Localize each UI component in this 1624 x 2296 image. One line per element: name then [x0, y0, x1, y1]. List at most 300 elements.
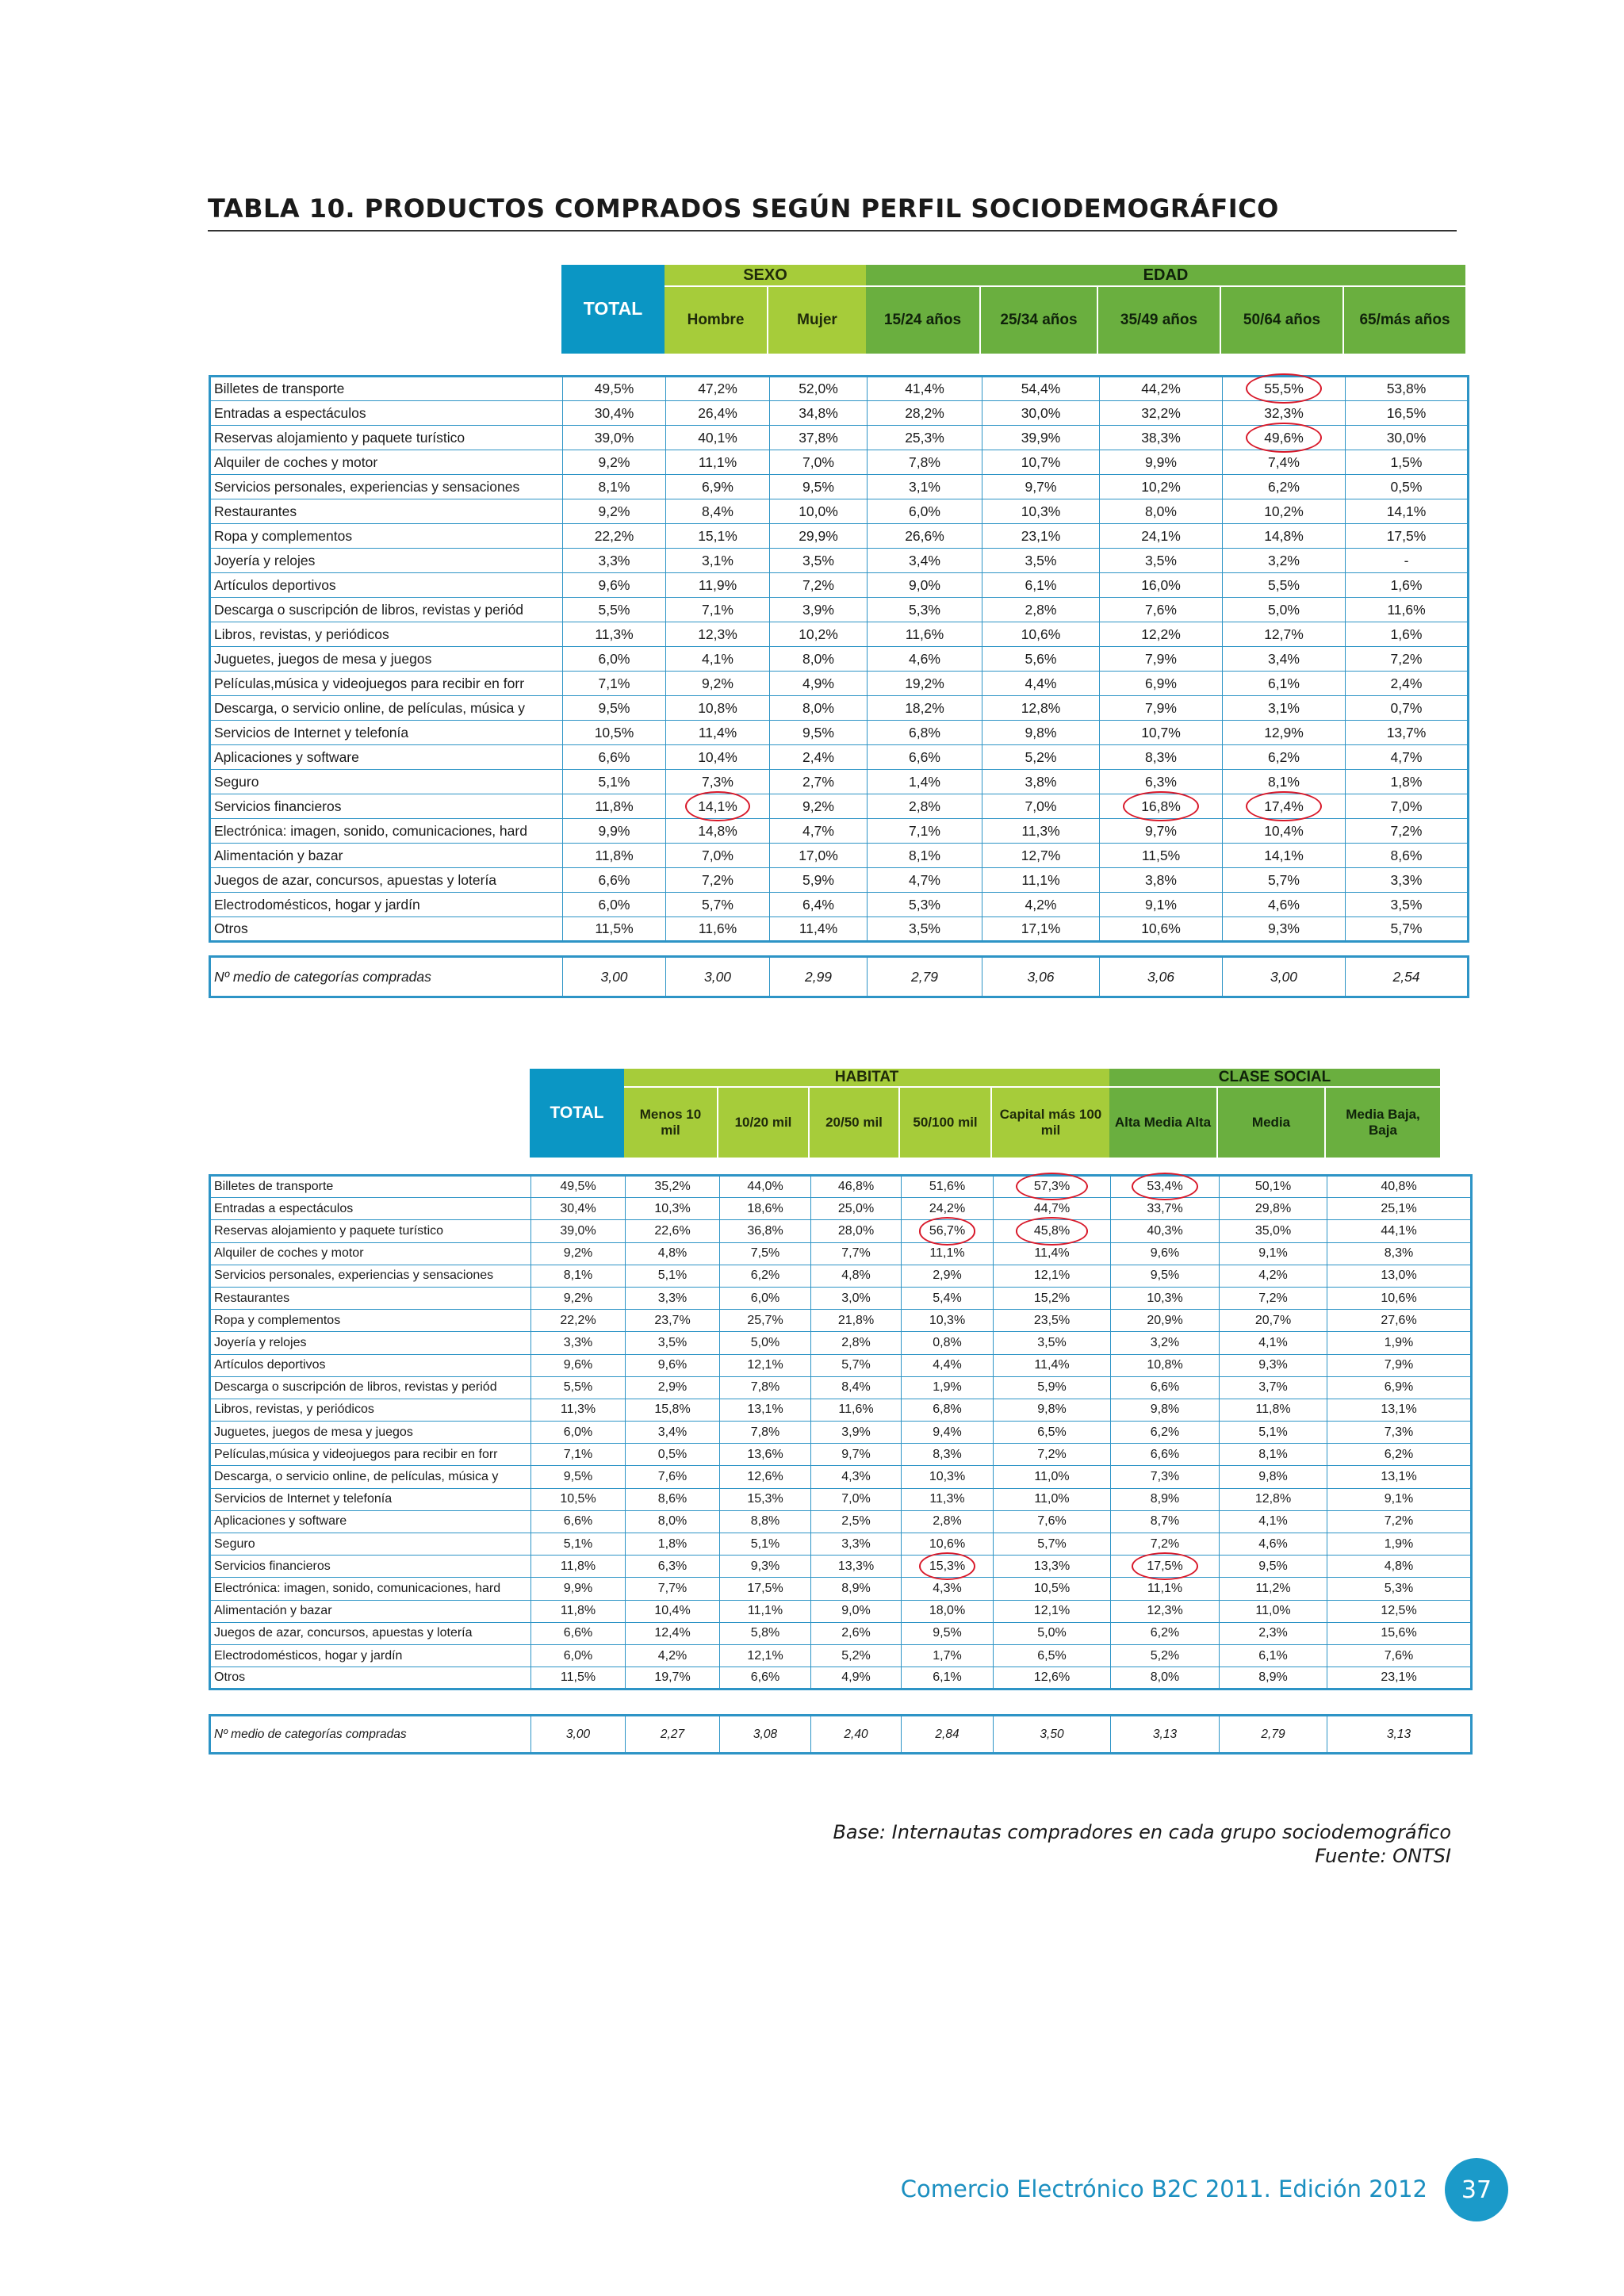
- table-cell: 3,3%: [531, 1332, 626, 1354]
- row-label: Reservas alojamiento y paquete turístico: [210, 1220, 531, 1242]
- table-row: [210, 1287, 1472, 1309]
- table-cell: 3,1%: [1223, 696, 1346, 721]
- row-label: Billetes de transporte: [210, 1176, 531, 1198]
- table-cell: 39,0%: [563, 426, 666, 450]
- highlight-ring: [1123, 791, 1199, 822]
- table-cell: 3,8%: [982, 770, 1100, 794]
- table-cell: 7,8%: [720, 1422, 811, 1444]
- table-cell: 8,9%: [811, 1578, 902, 1600]
- table-cell: 9,1%: [1220, 1242, 1327, 1265]
- table-cell: 7,0%: [666, 844, 770, 868]
- table-cell: 14,1%: [1223, 844, 1346, 868]
- table-cell: 5,3%: [868, 598, 982, 622]
- average-row: [210, 1716, 1472, 1754]
- table-cell: 30,4%: [531, 1198, 626, 1220]
- table-cell: 6,1%: [1220, 1644, 1327, 1667]
- table-cell: 4,1%: [1220, 1332, 1327, 1354]
- table-cell: 6,6%: [868, 745, 982, 770]
- average-label: Nº medio de categorías compradas: [210, 1716, 531, 1754]
- table-cell: 9,8%: [994, 1399, 1111, 1421]
- table-cell: 12,7%: [982, 844, 1100, 868]
- table-cell: 44,2%: [1100, 377, 1223, 401]
- table-cell: 17,1%: [982, 917, 1100, 942]
- table-cell: 6,3%: [1100, 770, 1223, 794]
- table-cell: 2,9%: [902, 1265, 994, 1287]
- table-cell: 4,7%: [770, 819, 868, 844]
- table-cell: 38,3%: [1100, 426, 1223, 450]
- table-cell: 7,1%: [666, 598, 770, 622]
- table-cell: 4,4%: [902, 1354, 994, 1376]
- average-cell: 2,40: [811, 1716, 902, 1754]
- table-cell: 19,7%: [626, 1667, 720, 1689]
- table-cell: 3,7%: [1220, 1376, 1327, 1399]
- table-cell: 11,1%: [902, 1242, 994, 1265]
- table-row: [210, 1444, 1472, 1466]
- table-cell: 11,0%: [994, 1466, 1111, 1488]
- table-cell: 3,5%: [1100, 549, 1223, 573]
- table-cell: 6,3%: [626, 1556, 720, 1578]
- table-cell: 11,1%: [720, 1600, 811, 1622]
- table-cell: 8,9%: [1220, 1667, 1327, 1689]
- table-cell: 7,1%: [563, 672, 666, 696]
- table-cell: 3,3%: [1346, 868, 1469, 893]
- table-cell: 4,4%: [982, 672, 1100, 696]
- table-cell: 4,9%: [811, 1667, 902, 1689]
- table-cell: 12,9%: [1223, 721, 1346, 745]
- table-cell: 6,6%: [563, 745, 666, 770]
- table-cell: 7,2%: [1327, 1510, 1472, 1533]
- table-cell: 5,1%: [1220, 1422, 1327, 1444]
- table-cell: 7,1%: [531, 1444, 626, 1466]
- table-cell: 10,4%: [666, 745, 770, 770]
- table-cell: 5,5%: [563, 598, 666, 622]
- table-cell: 8,4%: [666, 499, 770, 524]
- table-cell: 10,4%: [1223, 819, 1346, 844]
- table-cell: 4,6%: [1220, 1533, 1327, 1556]
- table-cell: 11,8%: [531, 1556, 626, 1578]
- table-cell: 29,8%: [1220, 1198, 1327, 1220]
- table-cell: 39,9%: [982, 426, 1100, 450]
- table1-average: [209, 955, 1469, 998]
- table-cell: 3,2%: [1111, 1332, 1220, 1354]
- table-cell: 6,4%: [770, 893, 868, 917]
- table-cell: 53,4%: [1111, 1176, 1220, 1198]
- table-row: [210, 1422, 1472, 1444]
- table-cell: 9,6%: [531, 1354, 626, 1376]
- highlight-ring: [1016, 1217, 1089, 1245]
- table-cell: 9,5%: [1220, 1556, 1327, 1578]
- table-cell: 9,8%: [1111, 1399, 1220, 1421]
- table-cell: 24,2%: [902, 1198, 994, 1220]
- table-cell: 9,2%: [563, 450, 666, 475]
- table-cell: 4,8%: [1327, 1556, 1472, 1578]
- table-row: [210, 844, 1469, 868]
- table-cell: 3,5%: [626, 1332, 720, 1354]
- table-cell: 5,4%: [902, 1287, 994, 1309]
- table-cell: 8,1%: [531, 1265, 626, 1287]
- table2-average: [209, 1714, 1473, 1755]
- table-row: [210, 1578, 1472, 1600]
- table-cell: 7,7%: [811, 1242, 902, 1265]
- table-cell: 10,2%: [1223, 499, 1346, 524]
- table-cell: 7,9%: [1100, 647, 1223, 672]
- table-cell: 25,1%: [1327, 1198, 1472, 1220]
- table-cell: 11,4%: [770, 917, 868, 942]
- table-cell: 4,6%: [868, 647, 982, 672]
- table-cell: 6,0%: [563, 893, 666, 917]
- table-cell: 12,6%: [720, 1466, 811, 1488]
- table-cell: 13,3%: [994, 1556, 1111, 1578]
- table-cell: 56,7%: [902, 1220, 994, 1242]
- table-row: [210, 1488, 1472, 1510]
- table-cell: 6,6%: [563, 868, 666, 893]
- table-cell: 6,2%: [1111, 1422, 1220, 1444]
- table-cell: 7,9%: [1100, 696, 1223, 721]
- table-cell: 30,0%: [982, 401, 1100, 426]
- table-cell: 7,2%: [1346, 819, 1469, 844]
- table-cell: 9,5%: [902, 1622, 994, 1644]
- table-cell: 11,4%: [994, 1354, 1111, 1376]
- table-cell: 45,8%: [994, 1220, 1111, 1242]
- row-label: Otros: [210, 917, 563, 942]
- table-cell: 4,8%: [626, 1242, 720, 1265]
- habitat-group-header: HABITAT: [624, 1069, 1109, 1088]
- row-label: Descarga, o servicio online, de películas, música y: [210, 1466, 531, 1488]
- table-cell: 8,4%: [811, 1376, 902, 1399]
- table-cell: 2,9%: [626, 1376, 720, 1399]
- table-cell: 9,6%: [626, 1354, 720, 1376]
- table-cell: 4,1%: [666, 647, 770, 672]
- table-cell: 11,4%: [994, 1242, 1111, 1265]
- table-cell: 5,7%: [811, 1354, 902, 1376]
- table-cell: 4,3%: [811, 1466, 902, 1488]
- table-cell: 10,5%: [994, 1578, 1111, 1600]
- table-cell: 9,9%: [1100, 450, 1223, 475]
- table-cell: 44,1%: [1327, 1220, 1472, 1242]
- table-cell: 3,2%: [1223, 549, 1346, 573]
- table-cell: 9,8%: [1220, 1466, 1327, 1488]
- table-cell: 15,3%: [720, 1488, 811, 1510]
- table-cell: 9,4%: [902, 1422, 994, 1444]
- row-label: Electrónica: imagen, sonido, comunicaciones, hard: [210, 1578, 531, 1600]
- table-cell: 46,8%: [811, 1176, 902, 1198]
- table-cell: 15,8%: [626, 1399, 720, 1421]
- table-cell: 9,5%: [531, 1466, 626, 1488]
- table-cell: 37,8%: [770, 426, 868, 450]
- table-cell: 49,6%: [1223, 426, 1346, 450]
- table-cell: 7,6%: [994, 1510, 1111, 1533]
- row-label: Libros, revistas, y periódicos: [210, 622, 563, 647]
- table-cell: 6,2%: [1223, 475, 1346, 499]
- row-label: Seguro: [210, 770, 563, 794]
- table-cell: 12,1%: [720, 1644, 811, 1667]
- table-cell: 11,6%: [811, 1399, 902, 1421]
- page-number-badge: 37: [1445, 2158, 1508, 2221]
- table-row: [210, 622, 1469, 647]
- table-cell: 2,8%: [982, 598, 1100, 622]
- table-cell: 6,2%: [720, 1265, 811, 1287]
- table-cell: 2,3%: [1220, 1622, 1327, 1644]
- table-cell: 0,5%: [1346, 475, 1469, 499]
- table-cell: 8,1%: [563, 475, 666, 499]
- row-label: Servicios financieros: [210, 794, 563, 819]
- table-cell: 16,0%: [1100, 573, 1223, 598]
- table-cell: 15,6%: [1327, 1622, 1472, 1644]
- table-cell: 7,0%: [982, 794, 1100, 819]
- table-cell: 10,2%: [1100, 475, 1223, 499]
- average-row: [210, 957, 1469, 997]
- table-cell: 14,8%: [1223, 524, 1346, 549]
- page-title: TABLA 10. PRODUCTOS COMPRADOS SEGÚN PERFIL SOCIODEMOGRÁFICO: [208, 193, 1279, 224]
- table-cell: 6,6%: [1111, 1376, 1220, 1399]
- table-cell: 44,7%: [994, 1198, 1111, 1220]
- table-cell: 7,5%: [720, 1242, 811, 1265]
- table-row: [210, 696, 1469, 721]
- table-cell: 8,7%: [1111, 1510, 1220, 1533]
- table-cell: 9,1%: [1327, 1488, 1472, 1510]
- table-cell: 7,0%: [811, 1488, 902, 1510]
- table-cell: 3,5%: [868, 917, 982, 942]
- table-row: [210, 1265, 1472, 1287]
- table-cell: 28,2%: [868, 401, 982, 426]
- table-cell: 12,1%: [994, 1600, 1111, 1622]
- table-cell: 23,1%: [1327, 1667, 1472, 1689]
- table-cell: 5,1%: [531, 1533, 626, 1556]
- table-cell: 7,8%: [868, 450, 982, 475]
- table-cell: 4,2%: [1220, 1265, 1327, 1287]
- table-cell: 11,0%: [994, 1488, 1111, 1510]
- table-cell: 0,7%: [1346, 696, 1469, 721]
- table-cell: 5,7%: [994, 1533, 1111, 1556]
- row-label: Juegos de azar, concursos, apuestas y lotería: [210, 1622, 531, 1644]
- table-cell: 9,6%: [1111, 1242, 1220, 1265]
- table-cell: 7,8%: [720, 1376, 811, 1399]
- table-cell: 22,2%: [563, 524, 666, 549]
- table-cell: 35,0%: [1220, 1220, 1327, 1242]
- table-cell: 10,6%: [902, 1533, 994, 1556]
- table-cell: 17,4%: [1223, 794, 1346, 819]
- table-cell: 6,5%: [994, 1422, 1111, 1444]
- table-cell: 28,0%: [811, 1220, 902, 1242]
- table-cell: 13,1%: [720, 1399, 811, 1421]
- table-cell: 7,3%: [1327, 1422, 1472, 1444]
- table-cell: 12,3%: [1111, 1600, 1220, 1622]
- table-cell: 9,3%: [1220, 1354, 1327, 1376]
- row-label: Electrónica: imagen, sonido, comunicaciones, hard: [210, 819, 563, 844]
- table-row: [210, 819, 1469, 844]
- table-cell: 4,2%: [626, 1644, 720, 1667]
- column-header: Alta Media Alta: [1109, 1088, 1218, 1158]
- table-cell: 20,9%: [1111, 1310, 1220, 1332]
- table-cell: 9,5%: [1111, 1265, 1220, 1287]
- table-cell: 5,7%: [1346, 917, 1469, 942]
- table-cell: 10,4%: [626, 1600, 720, 1622]
- table-cell: 6,1%: [982, 573, 1100, 598]
- table-cell: 6,8%: [868, 721, 982, 745]
- table-cell: 1,9%: [1327, 1332, 1472, 1354]
- sexo-group-header: SEXO: [665, 265, 866, 287]
- table-cell: 18,2%: [868, 696, 982, 721]
- average-cell: 3,08: [720, 1716, 811, 1754]
- table-row: [210, 573, 1469, 598]
- table-cell: 1,9%: [1327, 1533, 1472, 1556]
- table-cell: 3,1%: [868, 475, 982, 499]
- table-cell: 6,9%: [1327, 1376, 1472, 1399]
- row-label: Juguetes, juegos de mesa y juegos: [210, 647, 563, 672]
- column-header: 65/más años: [1344, 287, 1465, 354]
- table-cell: 23,1%: [982, 524, 1100, 549]
- table-cell: 6,5%: [994, 1644, 1111, 1667]
- table-row: [210, 917, 1469, 942]
- table-cell: 6,0%: [720, 1287, 811, 1309]
- column-header: Capital más 100 mil: [992, 1088, 1109, 1158]
- table-cell: 12,7%: [1223, 622, 1346, 647]
- table-row: [210, 770, 1469, 794]
- table-row: [210, 401, 1469, 426]
- table-cell: 10,2%: [770, 622, 868, 647]
- footer-publication: Comercio Electrónico B2C 2011. Edición 2012: [900, 2175, 1427, 2202]
- average-cell: 2,54: [1346, 957, 1469, 997]
- table-cell: 15,1%: [666, 524, 770, 549]
- table-row: [210, 1310, 1472, 1332]
- table-cell: 7,7%: [626, 1578, 720, 1600]
- table-cell: 27,6%: [1327, 1310, 1472, 1332]
- base-note: Base: Internautas compradores en cada grupo sociodemográfico: [833, 1821, 1451, 1843]
- table-cell: 49,5%: [531, 1176, 626, 1198]
- row-label: Seguro: [210, 1533, 531, 1556]
- table-cell: 10,3%: [1111, 1287, 1220, 1309]
- table-cell: 10,7%: [982, 450, 1100, 475]
- table-cell: 7,0%: [770, 450, 868, 475]
- table-cell: 2,4%: [770, 745, 868, 770]
- table-cell: 8,3%: [1100, 745, 1223, 770]
- table-cell: 17,5%: [720, 1578, 811, 1600]
- table-cell: 7,0%: [1346, 794, 1469, 819]
- table-cell: 5,2%: [1111, 1644, 1220, 1667]
- table-cell: 7,4%: [1223, 450, 1346, 475]
- row-label: Servicios personales, experiencias y sensaciones: [210, 1265, 531, 1287]
- table-cell: 11,1%: [666, 450, 770, 475]
- table-cell: 8,3%: [1327, 1242, 1472, 1265]
- table-cell: 53,8%: [1346, 377, 1469, 401]
- table-cell: 5,9%: [994, 1376, 1111, 1399]
- table-row: [210, 1332, 1472, 1354]
- table-cell: 20,7%: [1220, 1310, 1327, 1332]
- table-cell: 13,7%: [1346, 721, 1469, 745]
- table-cell: 4,2%: [982, 893, 1100, 917]
- table-cell: 49,5%: [563, 377, 666, 401]
- table-cell: -: [1346, 549, 1469, 573]
- table-row: [210, 721, 1469, 745]
- table-row: [210, 524, 1469, 549]
- table-cell: 1,5%: [1346, 450, 1469, 475]
- table-cell: 9,8%: [982, 721, 1100, 745]
- table-cell: 6,0%: [868, 499, 982, 524]
- table-cell: 14,1%: [1346, 499, 1469, 524]
- row-label: Reservas alojamiento y paquete turístico: [210, 426, 563, 450]
- row-label: Entradas a espectáculos: [210, 1198, 531, 1220]
- table-cell: 25,0%: [811, 1198, 902, 1220]
- table-cell: 1,8%: [1346, 770, 1469, 794]
- table-cell: 11,3%: [982, 819, 1100, 844]
- table-cell: 7,6%: [1327, 1644, 1472, 1667]
- table-cell: 5,5%: [531, 1376, 626, 1399]
- table-cell: 10,6%: [1327, 1287, 1472, 1309]
- table-cell: 10,8%: [666, 696, 770, 721]
- table-cell: 10,0%: [770, 499, 868, 524]
- table-cell: 23,7%: [626, 1310, 720, 1332]
- table-cell: 9,0%: [811, 1600, 902, 1622]
- table-cell: 13,6%: [720, 1444, 811, 1466]
- average-cell: 2,79: [1220, 1716, 1327, 1754]
- table-row: [210, 1399, 1472, 1421]
- average-cell: 2,99: [770, 957, 868, 997]
- table-cell: 22,2%: [531, 1310, 626, 1332]
- row-label: Electrodomésticos, hogar y jardín: [210, 893, 563, 917]
- table-cell: 3,9%: [770, 598, 868, 622]
- table-cell: 30,0%: [1346, 426, 1469, 450]
- table-cell: 9,7%: [811, 1444, 902, 1466]
- table-cell: 6,2%: [1223, 745, 1346, 770]
- table1-body: [209, 375, 1469, 943]
- table-cell: 4,9%: [770, 672, 868, 696]
- average-cell: 3,00: [563, 957, 666, 997]
- table-cell: 5,0%: [720, 1332, 811, 1354]
- table-cell: 22,6%: [626, 1220, 720, 1242]
- table-cell: 5,3%: [868, 893, 982, 917]
- column-header: 10/20 mil: [718, 1088, 810, 1158]
- row-label: Entradas a espectáculos: [210, 401, 563, 426]
- table-cell: 17,5%: [1111, 1556, 1220, 1578]
- column-header: 20/50 mil: [810, 1088, 900, 1158]
- table-cell: 8,0%: [1100, 499, 1223, 524]
- table-cell: 6,1%: [1223, 672, 1346, 696]
- table-cell: 1,8%: [626, 1533, 720, 1556]
- table-cell: 40,3%: [1111, 1220, 1220, 1242]
- table-cell: 11,8%: [531, 1600, 626, 1622]
- table-cell: 5,2%: [811, 1644, 902, 1667]
- table-cell: 9,5%: [770, 475, 868, 499]
- highlight-ring: [685, 791, 749, 822]
- table-cell: 11,8%: [563, 844, 666, 868]
- average-cell: 3,13: [1111, 1716, 1220, 1754]
- table-cell: 11,8%: [563, 794, 666, 819]
- table-notes: [833, 1820, 1451, 1868]
- column-header: 50/64 años: [1221, 287, 1344, 354]
- table-cell: 9,2%: [531, 1287, 626, 1309]
- row-label: Otros: [210, 1667, 531, 1689]
- row-label: Alimentación y bazar: [210, 844, 563, 868]
- table-cell: 3,5%: [994, 1332, 1111, 1354]
- row-label: Servicios de Internet y telefonía: [210, 721, 563, 745]
- table-cell: 0,8%: [902, 1332, 994, 1354]
- table-cell: 25,7%: [720, 1310, 811, 1332]
- row-label: Electrodomésticos, hogar y jardín: [210, 1644, 531, 1667]
- table-cell: 9,7%: [982, 475, 1100, 499]
- table-cell: 14,1%: [666, 794, 770, 819]
- table-cell: 10,7%: [1100, 721, 1223, 745]
- row-label: Artículos deportivos: [210, 1354, 531, 1376]
- table-cell: 8,1%: [868, 844, 982, 868]
- table-row: [210, 450, 1469, 475]
- highlight-ring: [1246, 373, 1322, 404]
- row-label: Restaurantes: [210, 1287, 531, 1309]
- average-cell: 3,00: [531, 1716, 626, 1754]
- table-cell: 11,5%: [563, 917, 666, 942]
- table-cell: 1,9%: [902, 1376, 994, 1399]
- table-cell: 10,5%: [563, 721, 666, 745]
- table-cell: 2,6%: [811, 1622, 902, 1644]
